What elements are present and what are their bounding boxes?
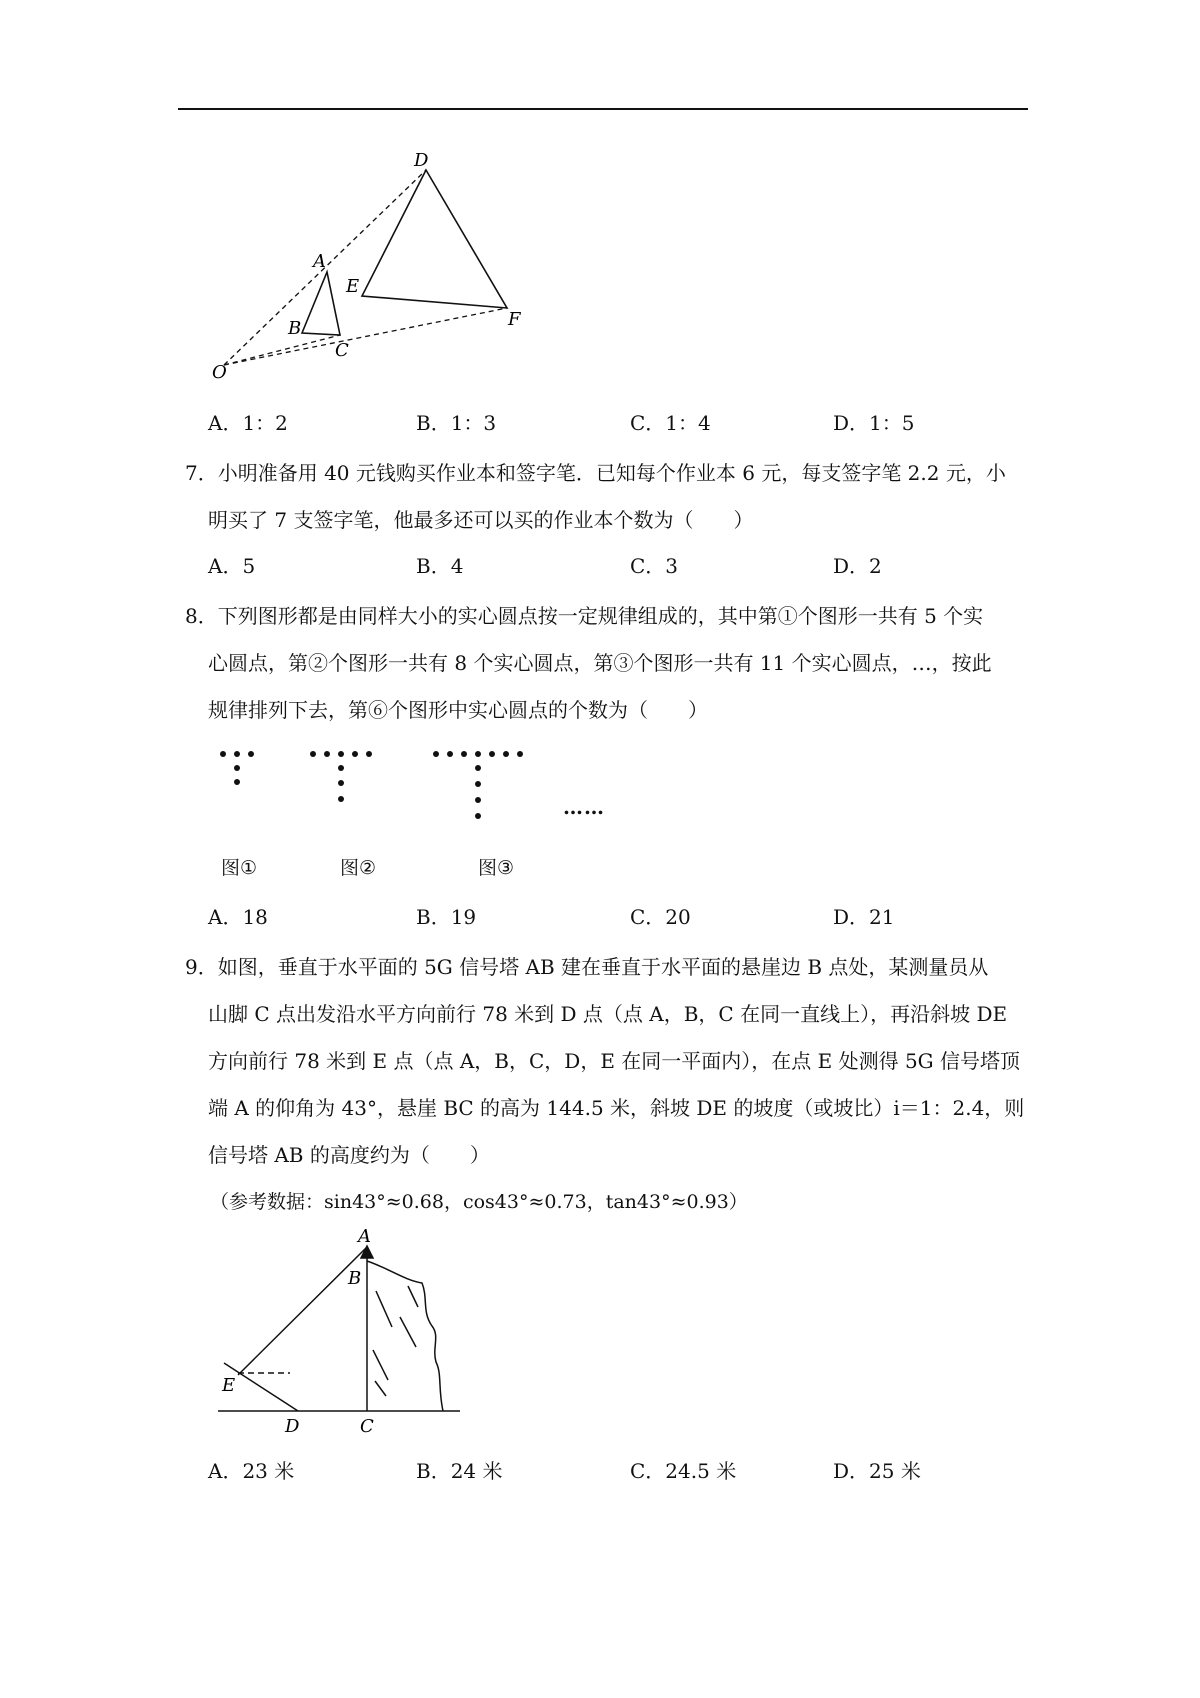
q6-label-c: C [335,340,349,361]
q9-hatch-3 [373,1350,388,1380]
q9-stem-line-5: 信号塔 AB 的高度约为（ ） [208,1143,490,1167]
q9-hatch-2 [400,1317,416,1347]
q9-option-c[interactable]: C．24.5 米 [630,1459,737,1483]
q6-label-f: F [508,309,521,330]
q9-reference-data: （参考数据：sin43°≈0.68，cos43°≈0.73，tan43°≈0.93） [210,1191,748,1213]
q6-label-o: O [212,362,227,380]
q6-option-a[interactable]: A．1：2 [208,411,288,435]
q9-label-a: A [358,1228,371,1247]
q7-option-c[interactable]: C．3 [630,554,679,578]
q6-line-of [224,308,507,365]
q9-stem-line-2: 山脚 C 点出发沿水平方向前行 78 米到 D 点（点 A，B，C 在同一直线上），再沿斜坡 DE [208,1002,1008,1026]
q6-line-oc [224,335,340,365]
q9-label-b: B [348,1268,362,1289]
q9-label-c: C [360,1416,374,1437]
q9-option-b[interactable]: B．24 米 [416,1459,503,1483]
q8-stem-line-1: 8．下列图形都是由同样大小的实心圆点按一定规律组成的，其中第①个图形一共有 5 个实 [185,604,984,628]
q8-option-c[interactable]: C．20 [630,905,691,929]
q9-option-d[interactable]: D．25 米 [833,1459,921,1483]
q9-label-e: E [222,1375,236,1396]
q6-figure [200,150,540,380]
q9-stem-line-3: 方向前行 78 米到 E 点（点 A，B，C，D，E 在同一平面内），在点 E 处测得 5G 信号塔顶 [208,1049,1021,1073]
q6-label-d: D [414,150,429,171]
q9-sight-line-ea [238,1247,367,1375]
q7-stem-line-1: 7．小明准备用 40 元钱购买作业本和签字笔．已知每个作业本 6 元，每支签字笔 2.2 元，小 [185,461,1006,485]
q8-stem-line-2: 心圆点，第②个图形一共有 8 个实心圆点，第③个图形一共有 11 个实心圆点，…，按此 [208,651,992,675]
q8-option-a[interactable]: A．18 [208,905,268,929]
q8-stem-line-3: 规律排列下去，第⑥个图形中实心圆点的个数为（ ） [208,698,708,722]
header-rule [178,108,1028,110]
q9-figure [210,1228,480,1443]
q9-hatch-1 [376,1291,392,1327]
q6-label-e: E [346,276,360,297]
q7-option-b[interactable]: B．4 [416,554,464,578]
q6-label-a: A [313,251,326,272]
q7-stem-line-2: 明买了 7 支签字笔，他最多还可以买的作业本个数为（ ） [208,508,754,532]
q9-cliff-face [367,1261,443,1411]
q6-label-b: B [288,318,302,339]
q8-figure-1-dots [220,751,254,785]
q8-option-b[interactable]: B．19 [416,905,477,929]
q8-caption-2: 图② [340,857,377,879]
q6-triangle-def [362,170,507,308]
q7-option-a[interactable]: A．5 [208,554,256,578]
q9-hatch-4 [375,1381,386,1396]
q9-label-d: D [285,1416,300,1437]
q8-dot-figures [210,740,610,840]
q8-option-d[interactable]: D．21 [833,905,895,929]
q8-ellipsis: …… [563,795,605,819]
q6-option-b[interactable]: B．1：3 [416,411,497,435]
q6-option-d[interactable]: D．1：5 [833,411,915,435]
q8-figure-2-dots [310,751,372,802]
q9-stem-line-1: 9．如图，垂直于水平面的 5G 信号塔 AB 建在垂直于水平面的悬崖边 B 点处，某测量员从 [185,955,989,979]
q9-stem-line-4: 端 A 的仰角为 43°，悬崖 BC 的高为 144.5 米，斜坡 DE 的坡度（或坡比）i＝1：2.4，则 [208,1096,1025,1120]
q8-figure-3-dots [433,751,523,819]
q7-option-d[interactable]: D．2 [833,554,882,578]
q9-option-a[interactable]: A．23 米 [208,1459,295,1483]
q6-option-c[interactable]: C．1：4 [630,411,711,435]
q6-triangle-abc [302,272,340,335]
q9-hatch-5 [408,1286,418,1307]
q8-caption-3: 图③ [478,857,515,879]
q8-caption-1: 图① [221,857,258,879]
